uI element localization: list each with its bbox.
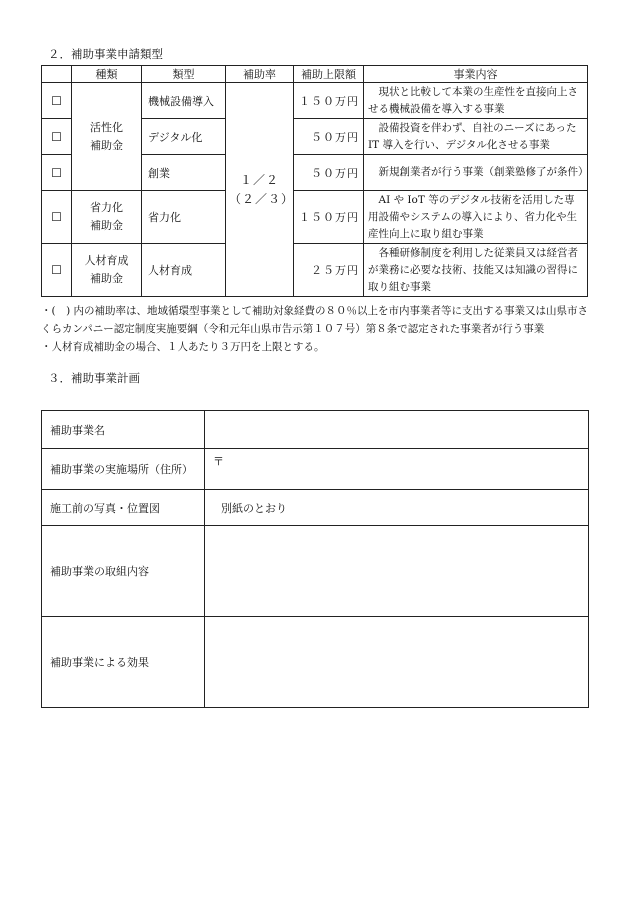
project-name-field[interactable] xyxy=(205,411,589,449)
header-kind: 種類 xyxy=(72,66,142,83)
header-limit: 補助上限額 xyxy=(294,66,364,83)
rate-sub: （２／３） xyxy=(229,191,295,206)
type-name: 機械設備導入 xyxy=(142,83,226,119)
location-field[interactable]: 〒 xyxy=(205,449,589,490)
label-photo: 施工前の写真・位置図 xyxy=(42,490,205,526)
header-check xyxy=(42,66,72,83)
type-name: 省力化 xyxy=(142,191,226,244)
group-shoryokuka xyxy=(72,191,142,244)
business-content: AI や IoT 等のデジタル技術を活用した専用設備やシステムの導入により、省力化や生産性向上に取り組む事業 xyxy=(364,191,588,244)
checkbox[interactable]: ☐ xyxy=(42,244,72,297)
business-content: 新規創業者が行う事業（創業塾修了が条件） xyxy=(364,155,588,191)
limit-amount: １５０万円 xyxy=(294,83,364,119)
notes xyxy=(41,302,589,356)
group-shoryokuka-label: 省力化 補助金 xyxy=(90,201,123,232)
subsidy-rate xyxy=(226,83,294,297)
rate-main: １／２ xyxy=(239,172,279,187)
group-kasseika xyxy=(72,83,142,191)
table-row xyxy=(42,411,589,449)
effects-field[interactable] xyxy=(205,617,589,708)
label-efforts: 補助事業の取組内容 xyxy=(42,526,205,617)
limit-amount: １５０万円 xyxy=(294,191,364,244)
group-jinzai-label: 人材育成 補助金 xyxy=(84,254,129,285)
header-content: 事業内容 xyxy=(364,66,588,83)
table-row xyxy=(42,449,589,490)
business-content: 現状と比較して本業の生産性を直接向上させる機械設備を導入する事業 xyxy=(364,83,588,119)
note-rate: ・( ) 内の補助率は、地域循環型事業として補助対象経費の８０％以上を市内事業者等に支出する事業又は山県市さくらカンパニー認定制度実施要綱（令和元年山県市告示第１０７号）第８条で認定された事業者が行う事業 xyxy=(41,305,589,335)
table-row xyxy=(42,490,589,526)
checkbox[interactable]: ☐ xyxy=(42,119,72,155)
section3-title: ３．補助事業計画 xyxy=(48,371,140,385)
header-type: 類型 xyxy=(142,66,226,83)
limit-amount: ５０万円 xyxy=(294,155,364,191)
note-jinzai: ・人材育成補助金の場合、１人あたり３万円を上限とする。 xyxy=(41,341,325,353)
header-rate: 補助率 xyxy=(226,66,294,83)
label-project-name: 補助事業名 xyxy=(42,411,205,449)
limit-amount: ５０万円 xyxy=(294,119,364,155)
business-content: 各種研修制度を利用した従業員又は経営者が業務に必要な技術、技能又は知識の習得に取り組む事業 xyxy=(364,244,588,297)
table-row xyxy=(42,244,588,297)
business-content: 設備投資を伴わず、自社のニーズにあった IT 導入を行い、デジタル化させる事業 xyxy=(364,119,588,155)
checkbox[interactable]: ☐ xyxy=(42,83,72,119)
limit-amount: ２５万円 xyxy=(294,244,364,297)
subsidy-types-table xyxy=(41,65,588,297)
table-header-row xyxy=(42,66,588,83)
table-row xyxy=(42,617,589,708)
table-row xyxy=(42,83,588,119)
efforts-field[interactable] xyxy=(205,526,589,617)
label-location: 補助事業の実施場所（住所） xyxy=(42,449,205,490)
section2-title: ２．補助事業申請類型 xyxy=(48,47,163,61)
type-name: 人材育成 xyxy=(142,244,226,297)
checkbox[interactable]: ☐ xyxy=(42,155,72,191)
group-kasseika-label: 活性化 補助金 xyxy=(90,120,123,152)
type-name: デジタル化 xyxy=(142,119,226,155)
group-jinzai xyxy=(72,244,142,297)
photo-field[interactable]: 別紙のとおり xyxy=(205,490,589,526)
business-plan-table xyxy=(41,410,589,708)
table-row xyxy=(42,526,589,617)
checkbox[interactable]: ☐ xyxy=(42,191,72,244)
type-name: 創業 xyxy=(142,155,226,191)
label-effects: 補助事業による効果 xyxy=(42,617,205,708)
table-row xyxy=(42,191,588,244)
